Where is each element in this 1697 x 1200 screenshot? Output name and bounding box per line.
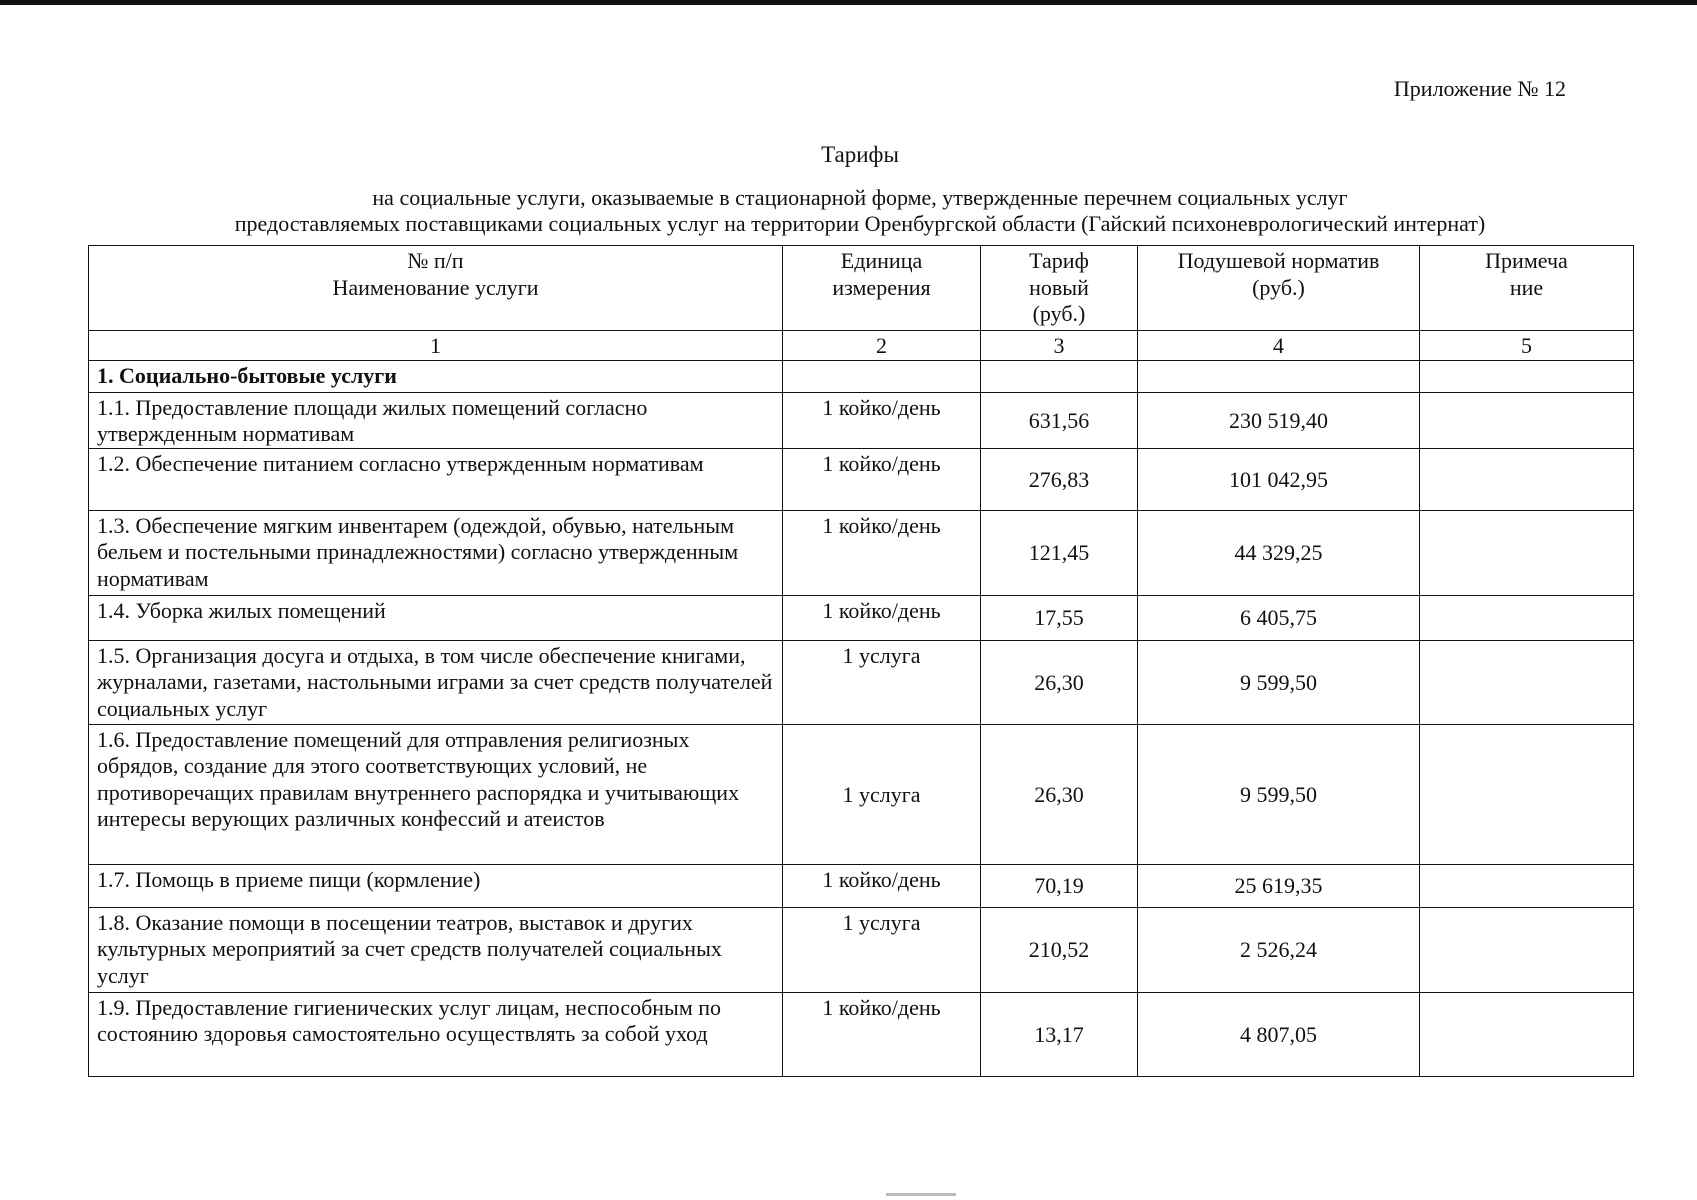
unit-cell: 1 койко/день	[783, 864, 981, 907]
norm-cell: 4 807,05	[1138, 992, 1420, 1076]
norm-cell: 6 405,75	[1138, 595, 1420, 640]
tariff-cell: 631,56	[981, 392, 1138, 448]
tariff-cell: 276,83	[981, 448, 1138, 510]
note-cell	[1420, 595, 1634, 640]
service-name: 1.3. Обеспечение мягким инвентарем (одеждой, обувью, нательным бельем и постельными принадлежностями) согласно утвержденным нормативам	[89, 510, 783, 595]
empty-cell	[1420, 360, 1634, 392]
service-name: 1.8. Оказание помощи в посещении театров, выставок и других культурных мероприятий за счет средств получателей социальных услуг	[89, 907, 783, 992]
header-unit: Единица измерения	[783, 246, 981, 331]
note-cell	[1420, 640, 1634, 724]
service-name: 1.6. Предоставление помещений для отправления религиозных обрядов, создание для этого соответствующих условий, не противоречащих правилам внутреннего распорядка и учитывающих интересы верующих различных конфессий и атеистов	[89, 724, 783, 864]
unit-cell: 1 услуга	[783, 907, 981, 992]
empty-cell	[1138, 360, 1420, 392]
table-row	[89, 392, 1634, 448]
note-cell	[1420, 992, 1634, 1076]
column-number: 5	[1420, 331, 1634, 361]
service-name: 1.4. Уборка жилых помещений	[89, 595, 783, 640]
header-service-name: № п/п Наименование услуги	[89, 246, 783, 331]
norm-cell: 9 599,50	[1138, 640, 1420, 724]
note-cell	[1420, 392, 1634, 448]
table-row	[89, 448, 1634, 510]
column-number-row	[89, 331, 1634, 361]
header-tariff: Тариф новый (руб.)	[981, 246, 1138, 331]
norm-cell: 230 519,40	[1138, 392, 1420, 448]
service-name: 1.1. Предоставление площади жилых помещений согласно утвержденным нормативам	[89, 392, 783, 448]
subtitle-line: предоставляемых поставщиками социальных услуг на территории Оренбургской области (Гайский психоневрологический интернат)	[234, 211, 1486, 236]
service-name: 1.9. Предоставление гигиенических услуг лицам, неспособным по состоянию здоровья самостоятельно осуществлять за собой уход	[89, 992, 783, 1076]
column-number: 3	[981, 331, 1138, 361]
column-number: 1	[89, 331, 783, 361]
unit-cell: 1 койко/день	[783, 992, 981, 1076]
table-row	[89, 907, 1634, 992]
note-cell	[1420, 907, 1634, 992]
norm-cell: 2 526,24	[1138, 907, 1420, 992]
tariff-cell: 13,17	[981, 992, 1138, 1076]
tariff-cell: 210,52	[981, 907, 1138, 992]
table-row	[89, 992, 1634, 1076]
tariff-cell: 121,45	[981, 510, 1138, 595]
service-name: 1.2. Обеспечение питанием согласно утвержденным нормативам	[89, 448, 783, 510]
document-subtitle	[0, 185, 1697, 237]
document-title: Тарифы	[821, 142, 899, 167]
appendix-label: Приложение № 12	[1393, 76, 1566, 101]
section-title: 1. Социально-бытовые услуги	[89, 360, 783, 392]
table-row	[89, 724, 1634, 864]
subtitle-line: на социальные услуги, оказываемые в стационарной форме, утвержденные перечнем социальных услуг	[372, 185, 1348, 210]
section-row	[89, 360, 1634, 392]
unit-cell: 1 услуга	[783, 640, 981, 724]
unit-cell: 1 койко/день	[783, 510, 981, 595]
unit-cell: 1 услуга	[783, 724, 981, 864]
service-name: 1.7. Помощь в приеме пищи (кормление)	[89, 864, 783, 907]
header-note: Примеча ние	[1420, 246, 1634, 331]
table-row	[89, 595, 1634, 640]
scan-artifact-mark	[886, 1193, 956, 1196]
empty-cell	[981, 360, 1138, 392]
norm-cell: 101 042,95	[1138, 448, 1420, 510]
column-number: 4	[1138, 331, 1420, 361]
tariff-cell: 17,55	[981, 595, 1138, 640]
table-header-row	[89, 246, 1634, 331]
unit-cell: 1 койко/день	[783, 392, 981, 448]
norm-cell: 25 619,35	[1138, 864, 1420, 907]
table-row	[89, 864, 1634, 907]
tariff-cell: 26,30	[981, 724, 1138, 864]
top-border-rule	[0, 0, 1697, 5]
tariffs-table	[88, 245, 1634, 1077]
unit-cell: 1 койко/день	[783, 448, 981, 510]
empty-cell	[783, 360, 981, 392]
norm-cell: 44 329,25	[1138, 510, 1420, 595]
header-per-capita-norm: Подушевой норматив (руб.)	[1138, 246, 1420, 331]
tariff-cell: 26,30	[981, 640, 1138, 724]
column-number: 2	[783, 331, 981, 361]
table-row	[89, 510, 1634, 595]
service-name: 1.5. Организация досуга и отдыха, в том числе обеспечение книгами, журналами, газетами, настольными играми за счет средств получателей социальных услуг	[89, 640, 783, 724]
note-cell	[1420, 864, 1634, 907]
tariff-cell: 70,19	[981, 864, 1138, 907]
note-cell	[1420, 448, 1634, 510]
unit-cell: 1 койко/день	[783, 595, 981, 640]
note-cell	[1420, 724, 1634, 864]
note-cell	[1420, 510, 1634, 595]
table-row	[89, 640, 1634, 724]
norm-cell: 9 599,50	[1138, 724, 1420, 864]
